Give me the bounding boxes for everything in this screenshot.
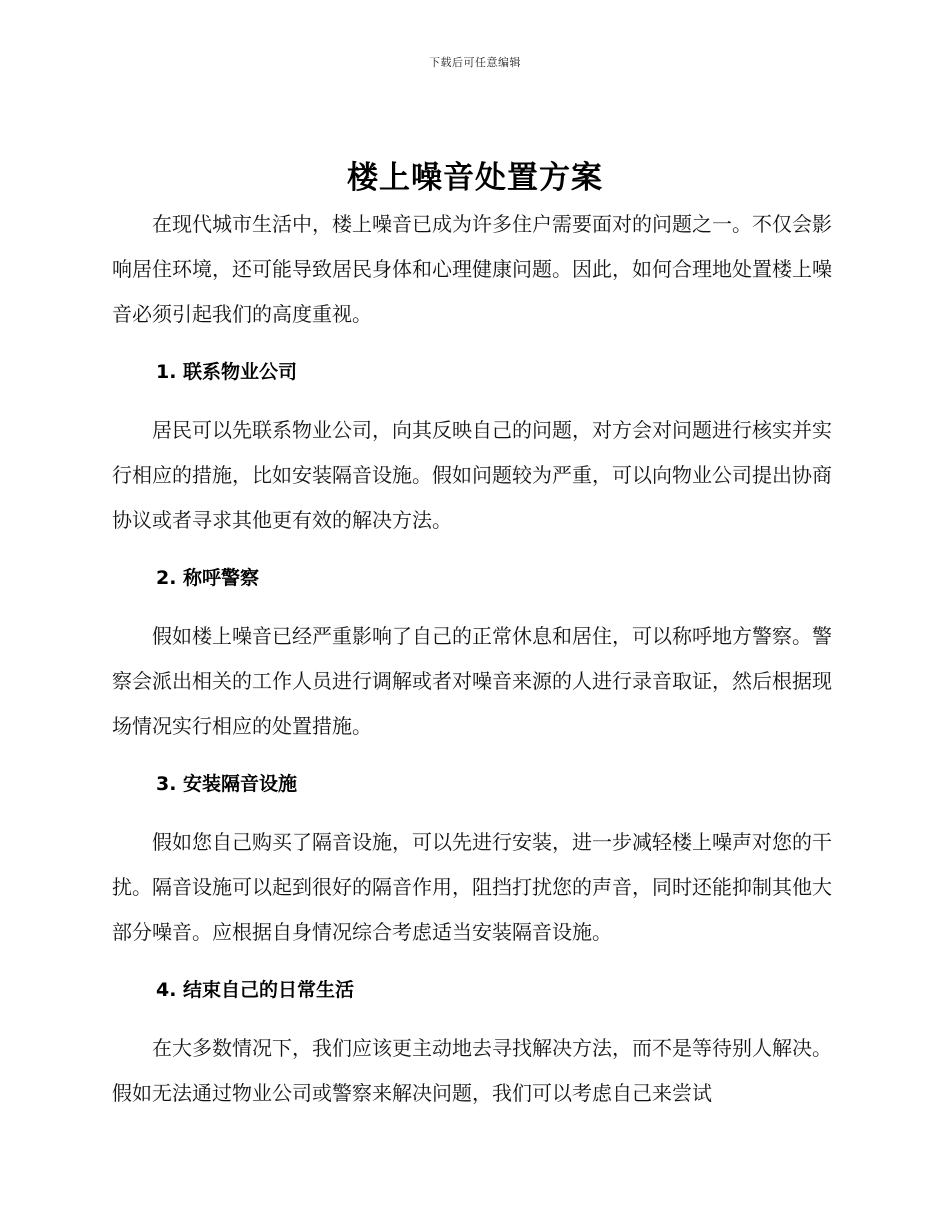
section-body-3: 假如您自己购买了隔音设施，可以先进行安装，进一步减轻楼上噪声对您的干扰。隔音设施可以起到很好的隔音作用，阻挡打扰您的声音，同时还能抑制其他大部分噪音。应根据自身情况综合考虑适当安装隔音设施。 <box>112 830 832 944</box>
section-heading-4: 4. 结束自己的日常生活 <box>156 979 355 1001</box>
document-title: 楼上噪音处置方案 <box>347 160 603 196</box>
section-body-1: 居民可以先联系物业公司，向其反映自己的问题，对方会对问题进行核实并实行相应的措施，比如安装隔音设施。假如问题较为严重，可以向物业公司提出协商协议或者寻求其他更有效的解决方法。 <box>112 418 832 532</box>
section-heading-1: 1. 联系物业公司 <box>156 361 298 383</box>
document-body <box>112 202 832 1116</box>
section-heading-2: 2. 称呼警察 <box>156 567 260 589</box>
intro-paragraph: 在现代城市生活中，楼上噪音已成为许多住户需要面对的问题之一。不仅会影响居住环境，还可能导致居民身体和心理健康问题。因此，如何合理地处置楼上噪音必须引起我们的高度重视。 <box>112 212 832 326</box>
section-body-4: 在大多数情况下，我们应该更主动地去寻找解决方法，而不是等待别人解决。假如无法通过物业公司或警察来解决问题，我们可以考虑自己来尝试 <box>112 1036 832 1105</box>
header-note: 下载后可任意编辑 <box>429 56 521 69</box>
section-body-2: 假如楼上噪音已经严重影响了自己的正常休息和居住，可以称呼地方警察。警察会派出相关的工作人员进行调解或者对噪音来源的人进行录音取证，然后根据现场情况实行相应的处置措施。 <box>112 624 832 738</box>
section-heading-3: 3. 安装隔音设施 <box>156 773 298 795</box>
